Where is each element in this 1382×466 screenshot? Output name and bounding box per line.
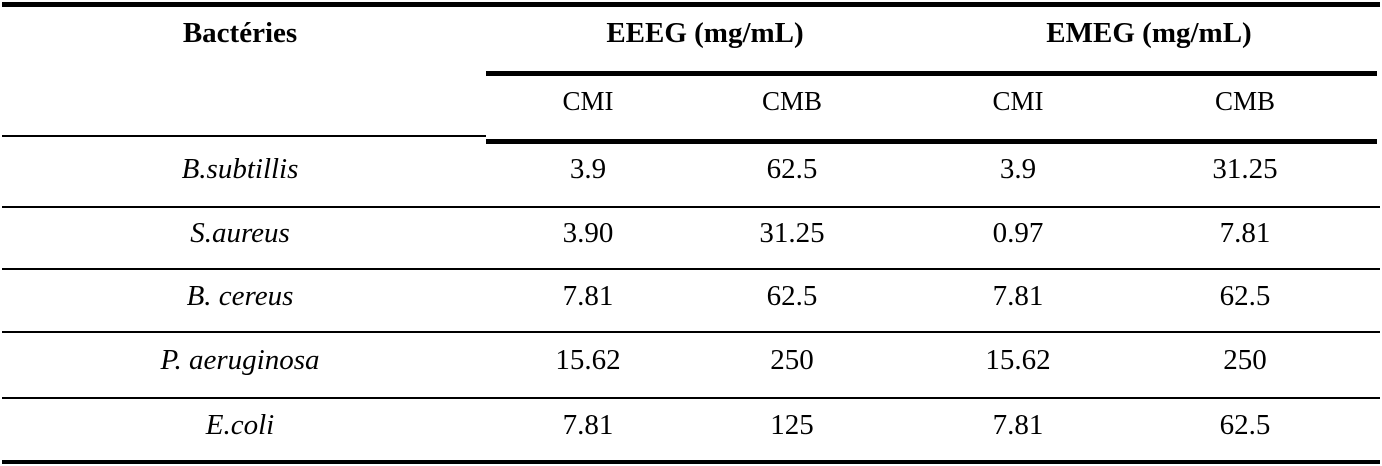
group-header-eeeg: EEEG (mg/mL) [606, 17, 804, 49]
subheader-emeg-cmi: CMI [992, 86, 1044, 116]
bacteria-name: S.aureus [190, 217, 290, 249]
table-cell: 62.5 [1219, 409, 1271, 441]
table-cell: 62.5 [766, 153, 818, 185]
table-cell: 3.9 [999, 153, 1037, 185]
bacteria-name: P. aeruginosa [160, 344, 320, 376]
table-cell: 0.97 [992, 217, 1044, 249]
header-bottom-rule-right [486, 139, 1377, 144]
table-cell: 7.81 [1219, 217, 1271, 249]
row-divider [2, 397, 1380, 399]
table-cell: 31.25 [1212, 153, 1278, 185]
group-header-rule [486, 71, 1377, 76]
subheader-emeg-cmb: CMB [1214, 86, 1276, 116]
subheader-eeeg-cmb: CMB [761, 86, 823, 116]
table-cell: 3.90 [562, 217, 614, 249]
row-divider [2, 206, 1380, 208]
group-header-emeg: EMEG (mg/mL) [1046, 17, 1252, 49]
bacteria-name: E.coli [205, 409, 275, 441]
table-cell: 31.25 [759, 217, 825, 249]
subheader-eeeg-cmi: CMI [562, 86, 614, 116]
bacteria-name: B. cereus [186, 280, 294, 312]
table-cell: 3.9 [569, 153, 607, 185]
top-rule [2, 2, 1380, 7]
table-cell: 7.81 [562, 409, 614, 441]
bacteria-name: B.subtillis [181, 153, 299, 185]
table-cell: 62.5 [1219, 280, 1271, 312]
table-cell: 7.81 [562, 280, 614, 312]
table-cell: 125 [770, 409, 814, 441]
row-divider [2, 331, 1380, 333]
table-cell: 62.5 [766, 280, 818, 312]
table-cell: 7.81 [992, 280, 1044, 312]
table-cell: 250 [1223, 344, 1267, 376]
row-label-header: Bactéries [182, 17, 298, 49]
table-cell: 7.81 [992, 409, 1044, 441]
row-divider [2, 268, 1380, 270]
header-bottom-rule-left [2, 135, 486, 137]
table-cell: 250 [770, 344, 814, 376]
table-cell: 15.62 [985, 344, 1051, 376]
table-cell: 15.62 [555, 344, 621, 376]
bottom-rule [2, 460, 1380, 464]
